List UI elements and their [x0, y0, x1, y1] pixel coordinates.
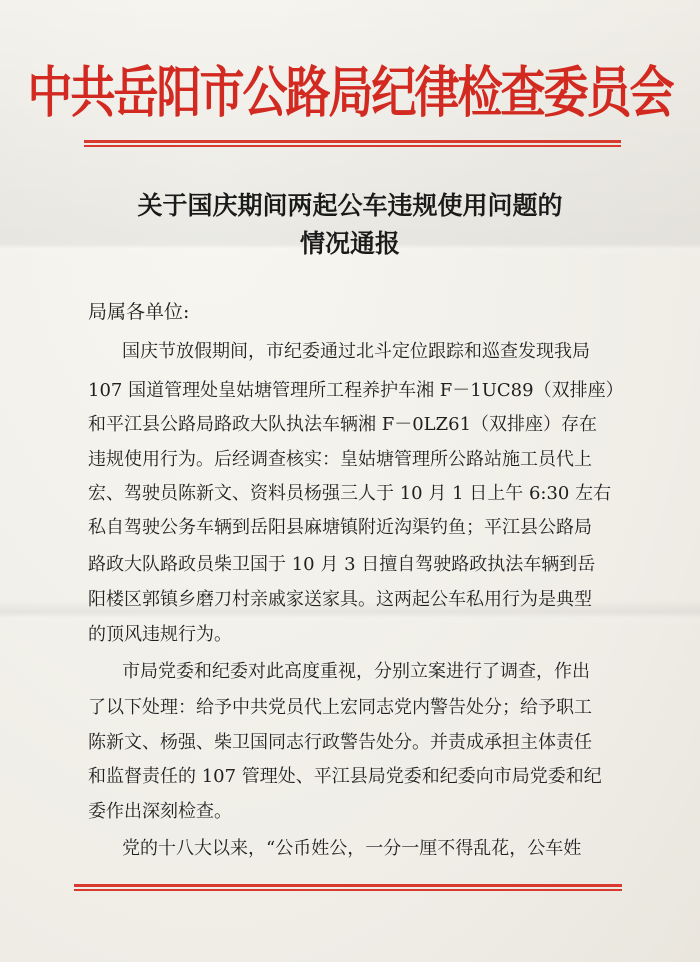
body-line: 阳楼区郭镇乡磨刀村亲戚家送家具。这两起公车私用行为是典型 — [88, 589, 592, 610]
body-line: 国庆节放假期间，市纪委通过北斗定位跟踪和巡查发现我局 — [122, 341, 590, 362]
organization-header: 中共岳阳市公路局纪律检查委员会 — [27, 60, 673, 125]
red-rule-thin — [74, 889, 622, 891]
body-line: 和平江县公路局路政大队执法车辆湘 F－0LZ61（双排座）存在 — [88, 414, 598, 435]
body-line: 私自驾驶公务车辆到岳阳县麻塘镇附近沟渠钓鱼；平江县公路局 — [88, 517, 592, 538]
red-rule-thin — [84, 145, 621, 147]
document-title-line-1: 关于国庆期间两起公车违规使用问题的 — [137, 191, 563, 220]
body-line: 了以下处理：给予中共党员代上宏同志党内警告处分；给予职工 — [88, 697, 592, 718]
body-line: 107 国道管理处皇姑塘管理所工程养护车湘 F－1UC89（双排座） — [88, 380, 624, 401]
body-line: 委作出深刻检查。 — [88, 801, 232, 822]
body-line: 路政大队路政员柴卫国于 10 月 3 日擅自驾驶路政执法车辆到岳 — [88, 554, 596, 575]
body-line: 违规使用行为。后经调查核实：皇姑塘管理所公路站施工员代上 — [88, 449, 592, 470]
footer-red-rule — [74, 884, 622, 891]
body-line: 陈新文、杨强、柴卫国同志行政警告处分。并责成承担主体责任 — [88, 732, 592, 753]
body-line: 的顶风违规行为。 — [88, 624, 232, 645]
body-line: 宏、驾驶员陈新文、资料员杨强三人于 10 月 1 日上午 6:30 左右 — [88, 483, 612, 504]
body-line: 和监督责任的 107 管理处、平江县局党委和纪委向市局党委和纪 — [88, 766, 602, 787]
salutation: 局属各单位: — [88, 301, 190, 323]
header-red-rule — [84, 140, 621, 147]
document-title-line-2: 情况通报 — [299, 229, 400, 258]
body-line: 市局党委和纪委对此高度重视，分别立案进行了调查，作出 — [122, 661, 590, 682]
red-rule-thick — [84, 140, 621, 143]
red-rule-thick — [74, 884, 622, 887]
body-line: 党的十八大以来，“公币姓公，一分一厘不得乱花，公车姓 — [122, 838, 582, 859]
